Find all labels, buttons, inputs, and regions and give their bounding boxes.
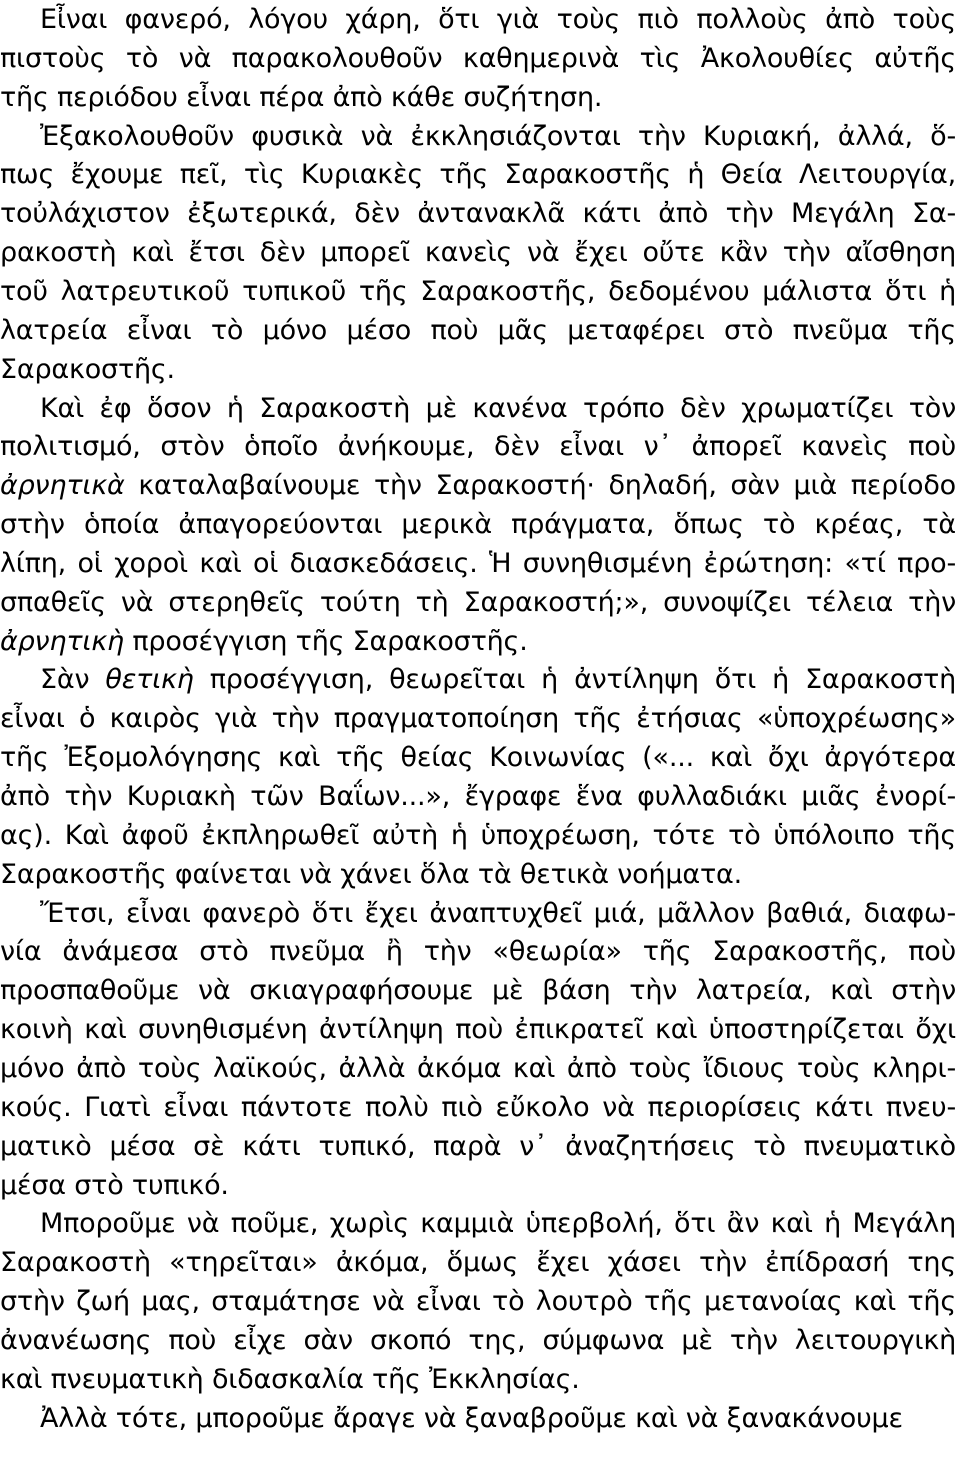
text-segment: μόνο ἀπὸ τοὺς λαϊκούς, ἀλλὰ ἀκόμα καὶ ἀπὸ τοὺς ἴδιους τοὺς κληρι- bbox=[0, 1052, 956, 1084]
text-segment: Σὰν bbox=[40, 664, 106, 696]
text-line bbox=[0, 1243, 956, 1283]
text-line bbox=[0, 1321, 956, 1361]
text-segment: Εἶναι φανερό, λόγου χάρη, ὅτι γιὰ τοὺς πιὸ πολλοὺς ἀπὸ τοὺς bbox=[40, 4, 956, 35]
text-segment: μέσα στὸ τυπικό. bbox=[0, 1169, 229, 1201]
text-segment: νία ἀνάμεσα στὸ πνεῦμα ἢ τὴν «θεωρία» τῆς Σαρακοστῆς, ποὺ bbox=[0, 936, 956, 968]
text-segment: Σαρακοστῆς φαίνεται νὰ χάνει ὅλα τὰ θετικὰ νοήματα. bbox=[0, 858, 743, 890]
text-line bbox=[0, 777, 956, 817]
text-line bbox=[0, 1049, 956, 1089]
text-line bbox=[0, 117, 956, 157]
text-segment: πολιτισμό, στὸν ὁποῖο ἀνήκουμε, δὲν εἶναι ν᾿ ἀπορεῖ κανεὶς ποὺ bbox=[0, 431, 956, 463]
text-line bbox=[0, 1088, 956, 1128]
text-segment: καὶ πνευματικὴ διδασκαλία τῆς Ἐκκλησίας. bbox=[0, 1363, 580, 1395]
text-line bbox=[0, 583, 956, 623]
text-line bbox=[0, 738, 956, 778]
text-line bbox=[0, 194, 956, 234]
text-line bbox=[0, 155, 956, 195]
italic-text: ἀρνητικὴ bbox=[0, 625, 124, 657]
text-line bbox=[0, 0, 956, 40]
text-segment: Μποροῦμε νὰ ποῦμε, χωρὶς καμμιὰ ὑπερβολή, ὅτι ἂν καὶ ἡ Μεγάλη bbox=[40, 1208, 956, 1240]
text-segment: ρακοστὴ καὶ ἔτσι δὲν μπορεῖ κανεὶς νὰ ἔχει οὔτε κἂν τὴν αἴσθηση bbox=[0, 237, 956, 269]
text-line bbox=[0, 1166, 956, 1206]
text-line bbox=[0, 622, 956, 662]
text-segment: στὴν ζωή μας, σταμάτησε νὰ εἶναι τὸ λουτρὸ τῆς μετανοίας καὶ τῆς bbox=[0, 1286, 956, 1318]
text-segment: προσπαθοῦμε νὰ σκιαγραφήσουμε μὲ βάση τὴν λατρεία, καὶ στὴν bbox=[0, 975, 956, 1007]
text-segment: στὴν ὁποία ἀπαγορεύονται μερικὰ πράγματα, ὅπως τὸ κρέας, τὰ bbox=[0, 509, 956, 541]
text-line bbox=[0, 39, 956, 79]
text-line bbox=[0, 1399, 956, 1439]
text-segment: εἶναι ὁ καιρὸς γιὰ τὴν πραγματοποίηση τῆς ἐτήσιας «ὑποχρέωσης» bbox=[0, 703, 956, 735]
text-line bbox=[0, 505, 956, 545]
text-line bbox=[0, 466, 956, 506]
text-line bbox=[0, 272, 956, 312]
text-line bbox=[0, 350, 956, 390]
text-line bbox=[0, 389, 956, 429]
text-line bbox=[0, 1204, 956, 1244]
text-line bbox=[0, 660, 956, 700]
text-segment: λίπη, οἱ χοροὶ καὶ οἱ διασκεδάσεις. Ἡ συνηθισμένη ἐρώτηση: «τί προ- bbox=[0, 547, 956, 579]
text-segment: Σαρακοστὴ «τηρεῖται» ἀκόμα, ὅμως ἔχει χάσει τὴν ἐπίδρασή της bbox=[0, 1247, 956, 1279]
text-segment: προσέγγιση, θεωρεῖται ἡ ἀντίληψη ὅτι ἡ Σαρακοστὴ bbox=[193, 664, 956, 696]
text-segment: κούς. Γιατὶ εἶναι πάντοτε πολὺ πιὸ εὔκολο νὰ περιορίσεις κάτι πνευ- bbox=[0, 1091, 956, 1123]
text-segment: Σαρακοστῆς. bbox=[0, 353, 175, 385]
text-segment: προσέγγιση τῆς Σαρακοστῆς. bbox=[123, 625, 528, 657]
text-line bbox=[0, 855, 956, 895]
text-segment: ἀπὸ τὴν Κυριακὴ τῶν Βαΐων...», ἔγραφε ἕνα φυλλαδιάκι μιᾶς ἐνορί- bbox=[0, 781, 956, 812]
text-line bbox=[0, 233, 956, 273]
text-segment: Ἔτσι, εἶναι φανερὸ ὅτι ἔχει ἀναπτυχθεῖ μιά, μᾶλλον βαθιά, διαφω- bbox=[40, 897, 956, 929]
text-line bbox=[0, 78, 956, 118]
text-segment: τοὐλάχιστον ἐξωτερικά, δὲν ἀντανακλᾶ κάτι ἀπὸ τὴν Μεγάλη Σα- bbox=[0, 198, 956, 230]
text-segment: πιστοὺς τὸ νὰ παρακολουθοῦν καθημερινὰ τὶς Ἀκολουθίες αὐτῆς bbox=[0, 42, 956, 74]
text-segment: σπαθεῖς νὰ στερηθεῖς τούτη τὴ Σαρακοστή;», συνοψίζει τέλεια τὴν bbox=[0, 586, 956, 618]
text-line bbox=[0, 427, 956, 467]
text-segment: Ἐξακολουθοῦν φυσικὰ νὰ ἐκκλησιάζονται τὴν Κυριακή, ἀλλά, ὅ- bbox=[40, 120, 956, 152]
text-segment: Ἀλλὰ τότε, μποροῦμε ἄραγε νὰ ξαναβροῦμε καὶ νὰ ξανακάνουμε bbox=[40, 1402, 903, 1434]
text-line bbox=[0, 699, 956, 739]
text-segment: ας). Καὶ ἀφοῦ ἐκπληρωθεῖ αὐτὴ ἡ ὑποχρέωση, τότε τὸ ὑπόλοιπο τῆς bbox=[0, 819, 956, 851]
text-segment: τῆς Ἐξομολόγησης καὶ τῆς θείας Κοινωνίας («... καὶ ὄχι ἀργότερα bbox=[0, 742, 956, 774]
text-line bbox=[0, 971, 956, 1011]
text-segment: τοῦ λατρευτικοῦ τυπικοῦ τῆς Σαρακοστῆς, δεδομένου μάλιστα ὅτι ἡ bbox=[0, 275, 956, 307]
text-segment: λατρεία εἶναι τὸ μόνο μέσο ποὺ μᾶς μεταφέρει στὸ πνεῦμα τῆς bbox=[0, 314, 956, 346]
text-segment: ματικὸ μέσα σὲ κάτι τυπικό, παρὰ ν᾿ ἀναζητήσεις τὸ πνευματικὸ bbox=[0, 1130, 956, 1162]
text-segment: κοινὴ καὶ συνηθισμένη ἀντίληψη ποὺ ἐπικρατεῖ καὶ ὑποστηρίζεται ὄχι bbox=[0, 1014, 956, 1046]
text-segment: ἀνανέωσης ποὺ εἶχε σὰν σκοπό της, σύμφωνα μὲ τὴν λειτουργικὴ bbox=[0, 1324, 956, 1356]
text-segment: Καὶ ἐφ ὅσον ἡ Σαρακοστὴ μὲ κανένα τρόπο δὲν χρωματίζει τὸν bbox=[40, 392, 956, 424]
text-segment: πως ἔχουμε πεῖ, τὶς Κυριακὲς τῆς Σαρακοστῆς ἡ Θεία Λειτουργία, bbox=[0, 159, 956, 191]
text-line bbox=[0, 932, 956, 972]
italic-text: θετικὴ bbox=[105, 664, 194, 696]
italic-text: ἀρνητικὰ bbox=[0, 470, 125, 502]
text-line bbox=[0, 544, 956, 584]
text-segment: τῆς περιόδου εἶναι πέρα ἀπὸ κάθε συζήτηση. bbox=[0, 81, 603, 113]
text-line bbox=[0, 816, 956, 856]
text-line bbox=[0, 894, 956, 934]
text-line bbox=[0, 1360, 956, 1400]
text-line bbox=[0, 1127, 956, 1167]
text-line bbox=[0, 311, 956, 351]
text-segment: καταλαβαίνουμε τὴν Σαρακοστή· δηλαδή, σὰν μιὰ περίοδο bbox=[124, 470, 956, 502]
text-line bbox=[0, 1010, 956, 1050]
text-line bbox=[0, 1282, 956, 1322]
